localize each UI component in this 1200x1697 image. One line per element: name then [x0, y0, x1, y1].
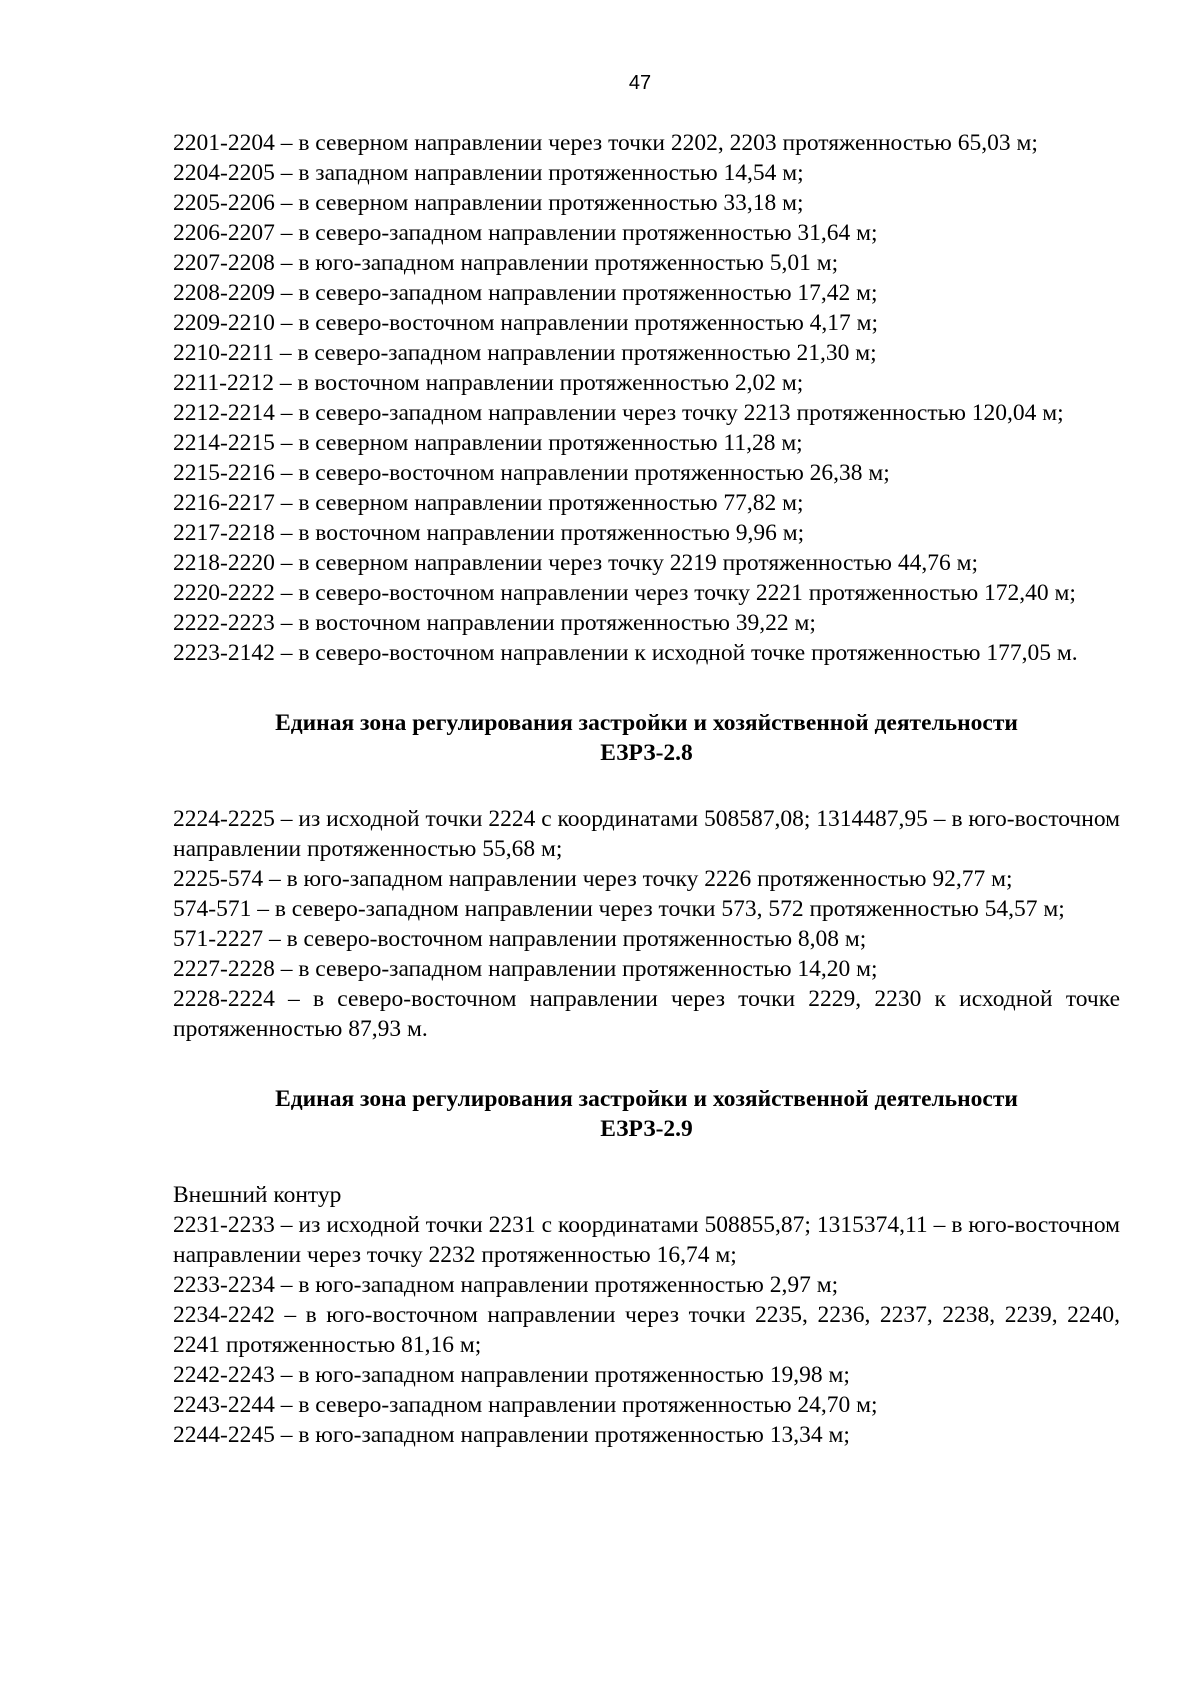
- boundary-segment: 2214-2215 – в северном направлении протяженностью 11,28 м;: [173, 430, 803, 456]
- boundary-segment: 2233-2234 – в юго-западном направлении протяженностью 2,97 м;: [173, 1272, 839, 1298]
- boundary-segment: 2212-2214 – в северо-западном направлении через точку 2213 протяженностью 120,04 м;: [173, 400, 1064, 426]
- boundary-segment: 2206-2207 – в северо-западном направлении протяженностью 31,64 м;: [173, 220, 878, 246]
- boundary-segment: 2223-2142 – в северо-восточном направлении к исходной точке протяженностью 177,05 м.: [173, 640, 1078, 666]
- boundary-segment: 2209-2210 – в северо-восточном направлении протяженностью 4,17 м;: [173, 310, 879, 336]
- boundary-segment: 2243-2244 – в северо-западном направлении протяженностью 24,70 м;: [173, 1392, 878, 1418]
- document-body: [173, 128, 1120, 1450]
- boundary-segment: 571-2227 – в северо-восточном направлении протяженностью 8,08 м;: [173, 926, 867, 952]
- zone-section-2-9: [173, 1084, 1120, 1450]
- boundary-segment: 2205-2206 – в северном направлении протяженностью 33,18 м;: [173, 190, 804, 216]
- section-code: ЕЗРЗ-2.9: [600, 1116, 693, 1142]
- boundary-segment: 2216-2217 – в северном направлении протяженностью 77,82 м;: [173, 490, 804, 516]
- zone-section-2-8: [173, 708, 1120, 1044]
- boundary-segment: 2222-2223 – в восточном направлении протяженностью 39,22 м;: [173, 610, 816, 636]
- boundary-segment: 2211-2212 – в восточном направлении протяженностью 2,02 м;: [173, 370, 804, 396]
- boundary-segment: 2227-2228 – в северо-западном направлении протяженностью 14,20 м;: [173, 956, 878, 982]
- boundary-list: [173, 1180, 1120, 1450]
- boundary-segment: 2242-2243 – в юго-западном направлении протяженностью 19,98 м;: [173, 1362, 850, 1388]
- boundary-segment: 2208-2209 – в северо-западном направлении протяженностью 17,42 м;: [173, 280, 878, 306]
- boundary-segment: 2207-2208 – в юго-западном направлении протяженностью 5,01 м;: [173, 250, 839, 276]
- boundary-segment: 2218-2220 – в северном направлении через точку 2219 протяженностью 44,76 м;: [173, 550, 978, 576]
- boundary-segment: 574-571 – в северо-западном направлении через точки 573, 572 протяженностью 54,57 м;: [173, 896, 1065, 922]
- section-heading: Единая зона регулирования застройки и хозяйственной деятельности: [275, 1086, 1018, 1112]
- boundary-segment: 2204-2205 – в западном направлении протяженностью 14,54 м;: [173, 160, 804, 186]
- boundary-segment: 2215-2216 – в северо-восточном направлении протяженностью 26,38 м;: [173, 460, 890, 486]
- boundary-segment: 2201-2204 – в северном направлении через точки 2202, 2203 протяженностью 65,03 м;: [173, 130, 1038, 156]
- boundary-segment: 2224-2225 – из исходной точки 2224 с координатами 508587,08; 1314487,95 – в юго-восточном направлении протяженностью 55,68 м;: [173, 806, 1120, 862]
- boundary-list: [173, 804, 1120, 1044]
- boundary-list-continued: [173, 128, 1120, 668]
- boundary-segment: 2228-2224 – в северо-восточном направлении через точки 2229, 2230 к исходной точке протяженностью 87,93 м.: [173, 986, 1120, 1042]
- boundary-segment: 2210-2211 – в северо-западном направлении протяженностью 21,30 м;: [173, 340, 877, 366]
- boundary-segment: 2244-2245 – в юго-западном направлении протяженностью 13,34 м;: [173, 1422, 850, 1448]
- boundary-segment: 2231-2233 – из исходной точки 2231 с координатами 508855,87; 1315374,11 – в юго-восточном направлении через точку 2232 протяженностью 16,74 м;: [173, 1212, 1120, 1268]
- contour-label: Внешний контур: [173, 1182, 342, 1208]
- boundary-segment: 2217-2218 – в восточном направлении протяженностью 9,96 м;: [173, 520, 805, 546]
- boundary-segment: 2225-574 – в юго-западном направлении через точку 2226 протяженностью 92,77 м;: [173, 866, 1013, 892]
- page-number: 47: [628, 72, 652, 94]
- section-code: ЕЗРЗ-2.8: [600, 740, 693, 766]
- boundary-segment: 2220-2222 – в северо-восточном направлении через точку 2221 протяженностью 172,40 м;: [173, 580, 1076, 606]
- boundary-segment: 2234-2242 – в юго-восточном направлении через точки 2235, 2236, 2237, 2238, 2239, 2240, 2241 протяженностью 81,16 м;: [173, 1302, 1120, 1358]
- section-heading: Единая зона регулирования застройки и хозяйственной деятельности: [275, 710, 1018, 736]
